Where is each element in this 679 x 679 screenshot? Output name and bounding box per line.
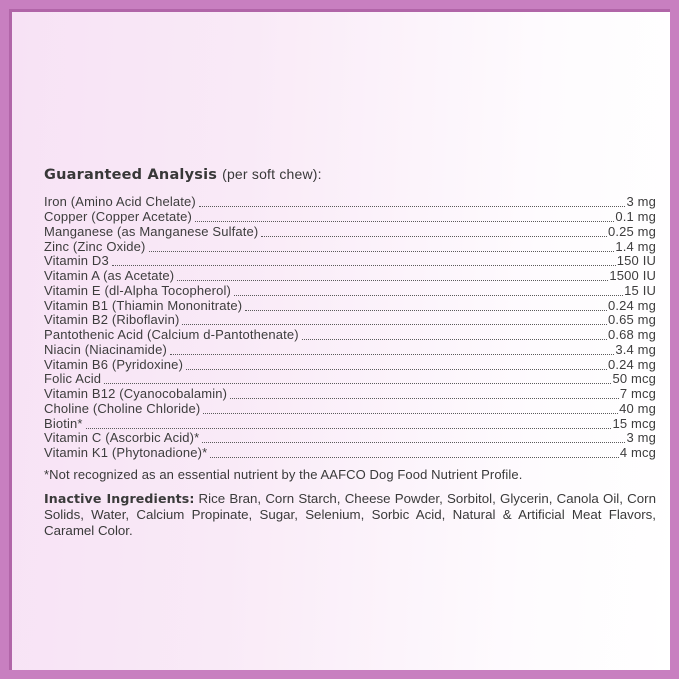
- nutrient-value: 1500 IU: [609, 268, 656, 283]
- analysis-row: [44, 298, 656, 313]
- nutrient-name: Vitamin B12 (Cyanocobalamin): [44, 386, 228, 401]
- nutrient-name: Pantothenic Acid (Calcium d-Pantothenate): [44, 327, 299, 342]
- analysis-row: [44, 372, 656, 387]
- dotted-leader: [186, 369, 607, 370]
- guaranteed-analysis-panel: [44, 165, 656, 539]
- nutrient-value: 0.25 mg: [607, 223, 656, 239]
- dotted-leader: [177, 280, 608, 281]
- analysis-row: [44, 446, 656, 461]
- dotted-leader: [302, 339, 607, 340]
- dotted-leader: [261, 236, 607, 237]
- nutrient-name: Choline (Choline Chloride): [44, 400, 201, 416]
- frame-left-edge: [9, 9, 12, 670]
- nutrient-value: 0.68 mg: [607, 327, 656, 342]
- analysis-row: [44, 402, 656, 417]
- frame-top-edge: [9, 9, 670, 12]
- nutrient-value: 15 mcg: [612, 415, 656, 431]
- nutrient-name: Vitamin K1 (Phytonadione)*: [44, 445, 208, 460]
- analysis-row: [44, 343, 656, 358]
- analysis-row: [44, 357, 656, 372]
- analysis-row: [44, 387, 656, 402]
- nutrient-value: 3 mg: [626, 430, 656, 446]
- nutrient-name: Folic Acid: [44, 371, 102, 387]
- analysis-rows: [44, 195, 656, 461]
- dotted-leader: [112, 265, 616, 266]
- nutrient-value: 0.65 mg: [607, 312, 656, 328]
- nutrient-name: Vitamin E (dl-Alpha Tocopherol): [44, 282, 231, 298]
- analysis-row: [44, 269, 656, 284]
- dotted-leader: [170, 354, 614, 355]
- nutrient-name: Niacin (Niacinamide): [44, 341, 167, 357]
- dotted-leader: [182, 324, 607, 325]
- nutrient-name: Vitamin B6 (Pyridoxine): [44, 356, 184, 372]
- dotted-leader: [199, 206, 626, 207]
- nutrient-name: Vitamin B1 (Thiamin Mononitrate): [44, 297, 243, 313]
- nutrient-name: Copper (Copper Acetate): [44, 209, 192, 224]
- dotted-leader: [104, 383, 611, 384]
- nutrient-name: Vitamin A (as Acetate): [44, 268, 175, 283]
- nutrient-value: 3.4 mg: [615, 341, 656, 357]
- section-heading: [44, 165, 656, 184]
- heading-subtitle: (per soft chew):: [222, 166, 322, 182]
- nutrient-name: Biotin*: [44, 415, 83, 431]
- nutrient-value: 7 mcg: [619, 386, 656, 401]
- nutrient-name: Manganese (as Manganese Sulfate): [44, 223, 259, 239]
- nutrient-value: 3 mg: [626, 194, 656, 210]
- analysis-row: [44, 328, 656, 343]
- inactive-heading: Inactive Ingredients:: [44, 490, 195, 506]
- dotted-leader: [195, 221, 614, 222]
- analysis-row: [44, 225, 656, 240]
- heading-title: Guaranteed Analysis: [44, 167, 218, 183]
- nutrient-value: 50 mcg: [612, 371, 656, 387]
- dotted-leader: [210, 457, 618, 458]
- nutrient-name: Zinc (Zinc Oxide): [44, 238, 146, 254]
- aafco-footnote: *Not recognized as an essential nutrient by the AAFCO Dog Food Nutrient Profile.: [44, 466, 523, 482]
- nutrient-value: 0.1 mg: [615, 209, 656, 224]
- nutrient-value: 4 mcg: [619, 445, 656, 460]
- analysis-row: [44, 284, 656, 299]
- nutrient-value: 1.4 mg: [615, 238, 656, 254]
- analysis-row: [44, 210, 656, 225]
- analysis-row: [44, 254, 656, 269]
- dotted-leader: [203, 413, 618, 414]
- dotted-leader: [86, 428, 612, 429]
- nutrient-value: 15 IU: [624, 282, 656, 298]
- analysis-row: [44, 313, 656, 328]
- dotted-leader: [234, 295, 623, 296]
- dotted-leader: [245, 310, 607, 311]
- inactive-ingredients: [44, 491, 656, 540]
- nutrient-value: 0.24 mg: [607, 356, 656, 372]
- analysis-row: [44, 431, 656, 446]
- nutrient-value: 40 mg: [619, 400, 656, 416]
- dotted-leader: [202, 442, 625, 443]
- analysis-row: [44, 239, 656, 254]
- nutrient-name: Vitamin C (Ascorbic Acid)*: [44, 430, 200, 446]
- dotted-leader: [230, 398, 619, 399]
- nutrient-name: Vitamin D3: [44, 253, 109, 269]
- dotted-leader: [149, 251, 615, 252]
- inactive-list: Rice Bran, Corn Starch, Cheese Powder, Sorbitol, Glycerin, Canola Oil, Corn Solids, Water, Calcium Propinate, Sugar, Selenium, Sorbic Acid, Natural & Artificial Meat Flavors, Caramel Color.: [44, 490, 656, 538]
- nutrient-name: Vitamin B2 (Riboflavin): [44, 312, 180, 328]
- analysis-row: [44, 416, 656, 431]
- nutrient-value: 0.24 mg: [607, 297, 656, 313]
- analysis-row: [44, 195, 656, 210]
- nutrient-value: 150 IU: [616, 253, 656, 269]
- nutrient-name: Iron (Amino Acid Chelate): [44, 194, 196, 210]
